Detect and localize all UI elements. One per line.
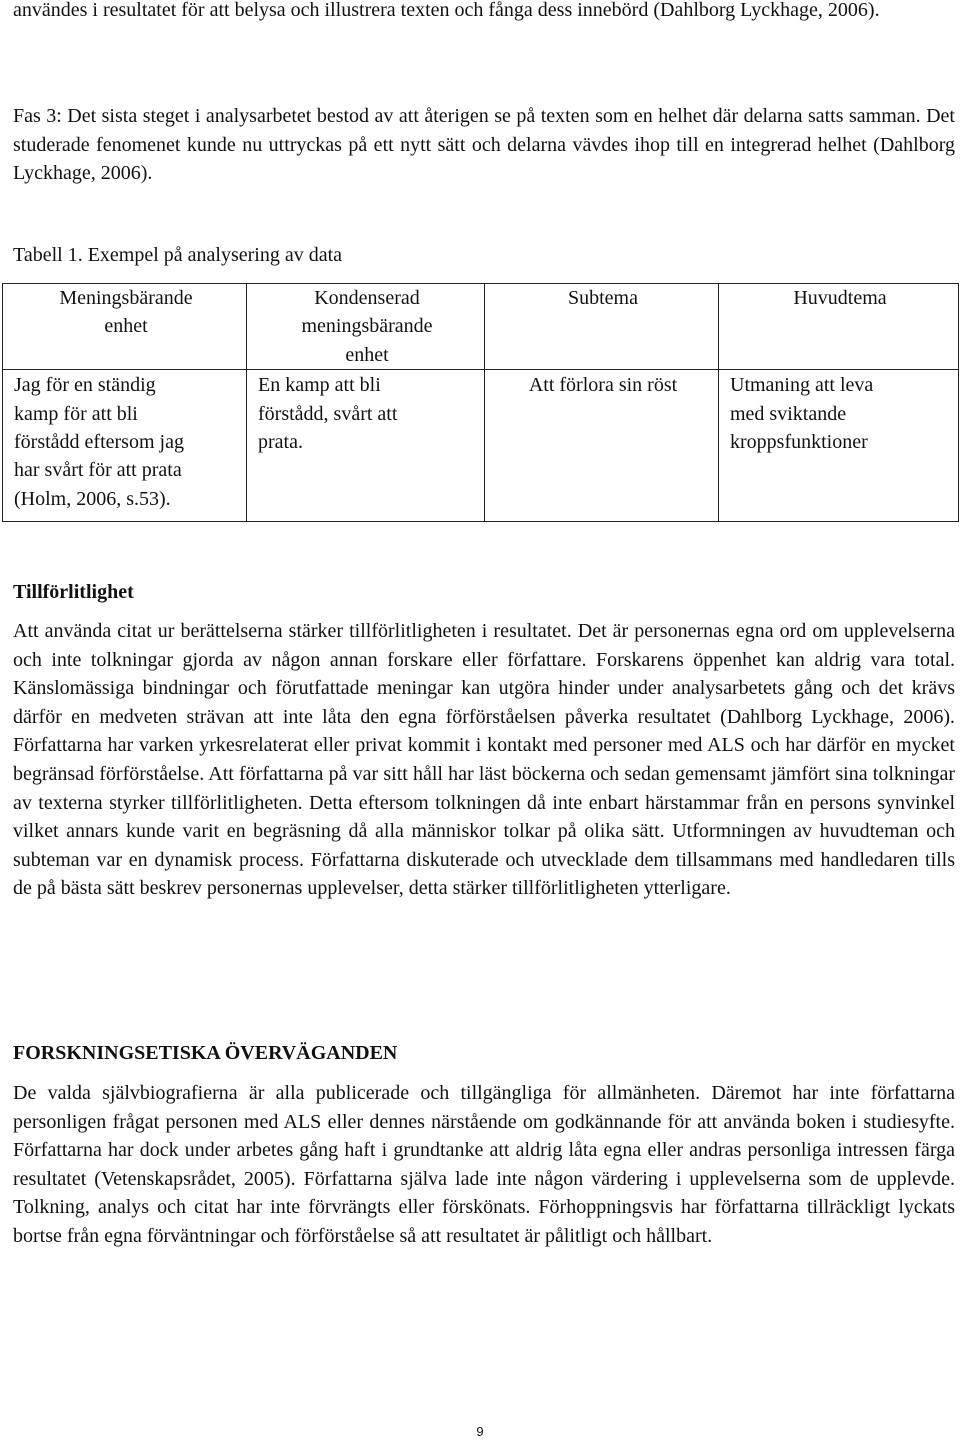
table-row xyxy=(3,370,959,522)
header-line: enhet xyxy=(104,315,148,338)
analysis-example-table xyxy=(2,283,959,522)
cell-line: prata. xyxy=(258,431,303,454)
table-caption: Tabell 1. Exempel på analysering av data xyxy=(13,244,343,266)
cell-condensed-unit xyxy=(247,370,485,522)
header-cell-meaning-unit xyxy=(3,284,247,370)
cell-line: Att förlora sin röst xyxy=(528,374,678,397)
cell-line: En kamp att bli xyxy=(258,374,381,397)
header-line: meningsbärande xyxy=(301,315,433,338)
phase3-paragraph: Fas 3: Det sista steget i analysarbetet bestod av att återigen se på texten som en helhet där delarna satts samman. Det studerade fenomenet kunde nu uttryckas på ett nytt sätt och delarna vävdes ihop till en integrerad helhet (Dahlborg Lyckhage, 2006). xyxy=(13,105,955,185)
header-cell-subtheme xyxy=(485,284,719,370)
cell-line: (Holm, 2006, s.53). xyxy=(14,487,171,510)
header-line: enhet xyxy=(345,343,389,366)
header-line: Huvudtema xyxy=(793,287,887,309)
header-line: Meningsbärande xyxy=(59,287,193,309)
cell-line: kamp för att bli xyxy=(14,402,138,425)
intro-paragraph: användes i resultatet för att belysa och illustrera texten och fånga dess innebörd (Dahlborg Lyckhage, 2006). xyxy=(13,0,880,21)
header-cell-main-theme xyxy=(719,284,959,370)
header-line: Kondenserad xyxy=(314,287,420,309)
cell-line: kroppsfunktioner xyxy=(730,431,868,454)
reliability-paragraph: Att använda citat ur berättelserna stärker tillförlitligheten i resultatet. Det är personernas egna ord om upplevelserna och inte tolkningar gjorda av någon annan forskare eller författare. Forskarens öppenhet kan aldrig vara total. Känslomässiga bindningar och förutfattade meningar kan utgöra hinder under analysarbetets gång och det krävs därför en medveten strävan att inte låta den egna förförståelsen påverka resultatet (Dahlborg Lyckhage, 2006). Författarna har varken yrkesrelaterat eller privat kommit i kontakt med personer med ALS och har därför en mycket begränsad förförståelse. Att författarna på var sitt håll har läst böckerna och sedan gemensamt jämfört sina tolkningar av texterna styrker tillförlitligheten. Detta eftersom tolkningen då inte enbart härstammar från en persons synvinkel vilket annars kunde varit en begräsning då alla människor tolkar på olika sätt. Utformningen av huvudteman och subteman var en dynamisk process. Författarna diskuterade och utvecklade dem tillsammans med handledaren tills de på bästa sätt beskrev personernas upplevelser, detta stärker tillförlitligheten ytterligare. xyxy=(13,620,955,900)
ethics-paragraph: De valda självbiografierna är alla publicerade och tillgängliga för allmänheten. Däremot har inte författarna personligen frågat personen med ALS eller dennes närstående om godkännande för att använda boken i studiesyfte. Författarna har dock under arbetes gång haft i grundtanke att aldrig låta egna eller andras personliga intressen färga resultatet (Vetenskapsrådet, 2005). Författarna själva lade inte någon värdering i upplevelserna som de upplevde. Tolkning, analys och citat har inte förvrängts eller förskönats. Förhoppningsvis har författarna tillräckligt lyckats bortse från egna förväntningar och förförståelse så att resultatet är pålitligt och hållbart. xyxy=(13,1082,955,1247)
cell-line: Utmaning att leva xyxy=(730,374,874,397)
cell-line: förstådd eftersom jag xyxy=(14,431,184,454)
cell-main-theme xyxy=(719,370,959,522)
cell-line: förstådd, svårt att xyxy=(258,402,398,425)
table-header-row xyxy=(3,284,959,370)
header-line: Subtema xyxy=(568,287,638,309)
cell-subtheme xyxy=(485,370,719,522)
page-number: 9 xyxy=(476,1424,484,1439)
cell-meaning-unit xyxy=(3,370,247,522)
cell-line: har svårt för att prata xyxy=(14,459,182,482)
reliability-heading: Tillförlitlighet xyxy=(13,581,134,603)
cell-line: med sviktande xyxy=(730,402,847,425)
cell-line: Jag för en ständig xyxy=(14,374,156,397)
header-cell-condensed-unit xyxy=(247,284,485,370)
research-ethics-heading: FORSKNINGSETISKA ÖVERVÄGANDEN xyxy=(13,1042,398,1064)
